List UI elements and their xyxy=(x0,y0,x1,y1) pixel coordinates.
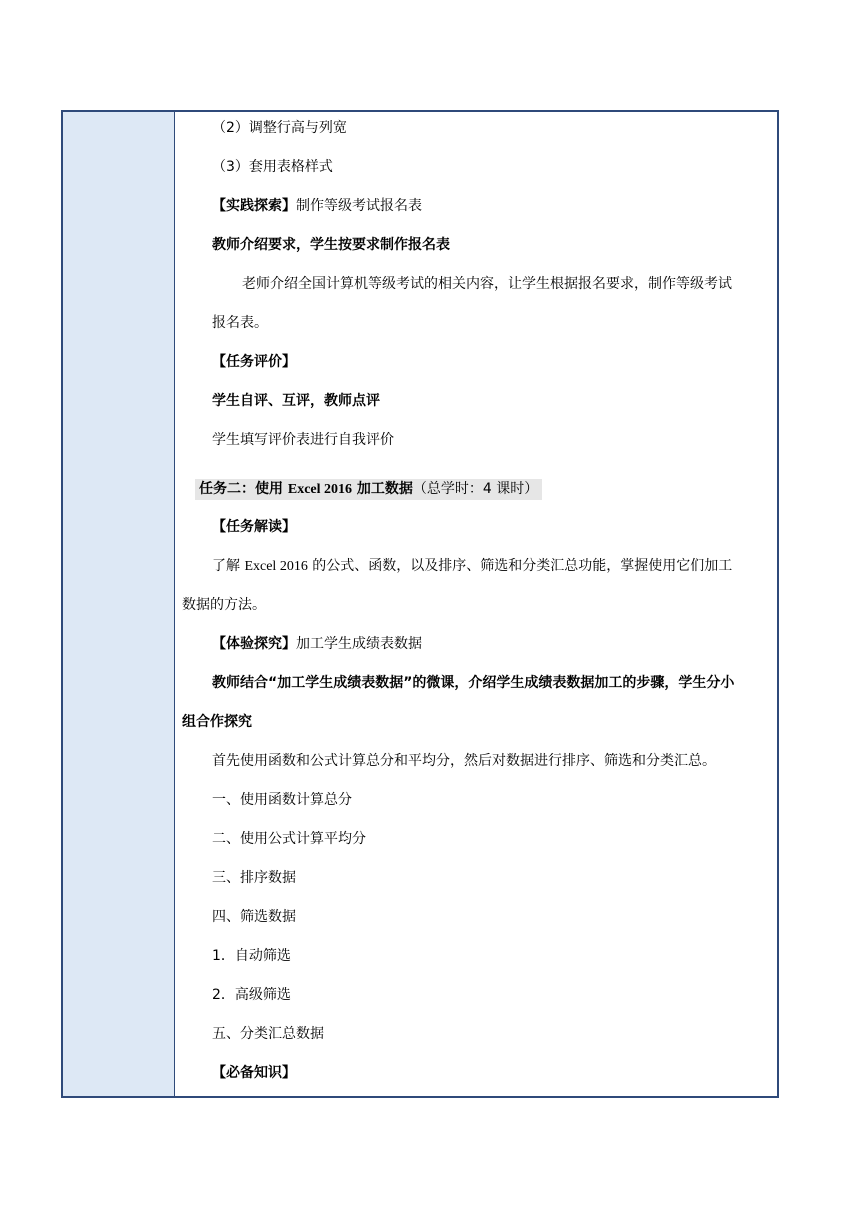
experience-explore-line xyxy=(212,634,422,654)
item-adjust-row-height: （2）调整行高与列宽 xyxy=(212,120,347,136)
step-4-sub-1: 1．自动筛选 xyxy=(212,948,291,964)
teacher-intro-paragraph: 老师介绍全国计算机等级考试的相关内容，让学生根据报名要求，制作等级考试 xyxy=(242,276,732,292)
evaluation-form-text: 学生填写评价表进行自我评价 xyxy=(212,432,394,448)
teacher-microlesson-text: 教师结合“加工学生成绩表数据”的微课，介绍学生成绩表数据加工的步骤，学生分小 xyxy=(212,675,735,691)
step-1: 一、使用函数计算总分 xyxy=(212,792,352,808)
teacher-microlesson-text-cont: 组合作探究 xyxy=(182,714,252,730)
steps-intro: 首先使用函数和公式计算总分和平均分，然后对数据进行排序、筛选和分类汇总。 xyxy=(212,753,716,769)
item-apply-table-style: （3）套用表格样式 xyxy=(212,159,333,175)
practice-explore-line xyxy=(212,196,422,216)
required-knowledge-heading: 【必备知识】 xyxy=(212,1065,296,1081)
task2-title: 任务二：使用 Excel 2016 加工数据（总学时：4 课时） xyxy=(195,479,542,500)
evaluation-methods: 学生自评、互评，教师点评 xyxy=(212,393,380,409)
task-interpretation-text: 了解 Excel 2016 的公式、函数，以及排序、筛选和分类汇总功能，掌握使用它们加工 xyxy=(212,558,733,574)
step-5: 五、分类汇总数据 xyxy=(212,1026,324,1042)
step-2: 二、使用公式计算平均分 xyxy=(212,831,366,847)
practice-explore-heading: 【实践探索】 xyxy=(212,198,296,214)
task-interpretation-heading: 【任务解读】 xyxy=(212,519,296,535)
experience-explore-text: 加工学生成绩表数据 xyxy=(296,636,422,652)
task-interpretation-text-cont: 数据的方法。 xyxy=(182,597,266,613)
step-3: 三、排序数据 xyxy=(212,870,296,886)
step-4-sub-2: 2．高级筛选 xyxy=(212,987,291,1003)
teacher-requirement-heading: 教师介绍要求，学生按要求制作报名表 xyxy=(212,237,450,253)
task-evaluation-heading: 【任务评价】 xyxy=(212,354,296,370)
table-left-cell xyxy=(63,112,175,1096)
practice-explore-text: 制作等级考试报名表 xyxy=(296,198,422,214)
lesson-table xyxy=(61,110,779,1098)
table-content-cell xyxy=(175,112,777,1096)
step-4: 四、筛选数据 xyxy=(212,909,296,925)
experience-explore-heading: 【体验探究】 xyxy=(212,636,296,652)
task2-hours: （总学时：4 课时） xyxy=(412,481,539,497)
teacher-intro-paragraph-cont: 报名表。 xyxy=(212,315,268,331)
